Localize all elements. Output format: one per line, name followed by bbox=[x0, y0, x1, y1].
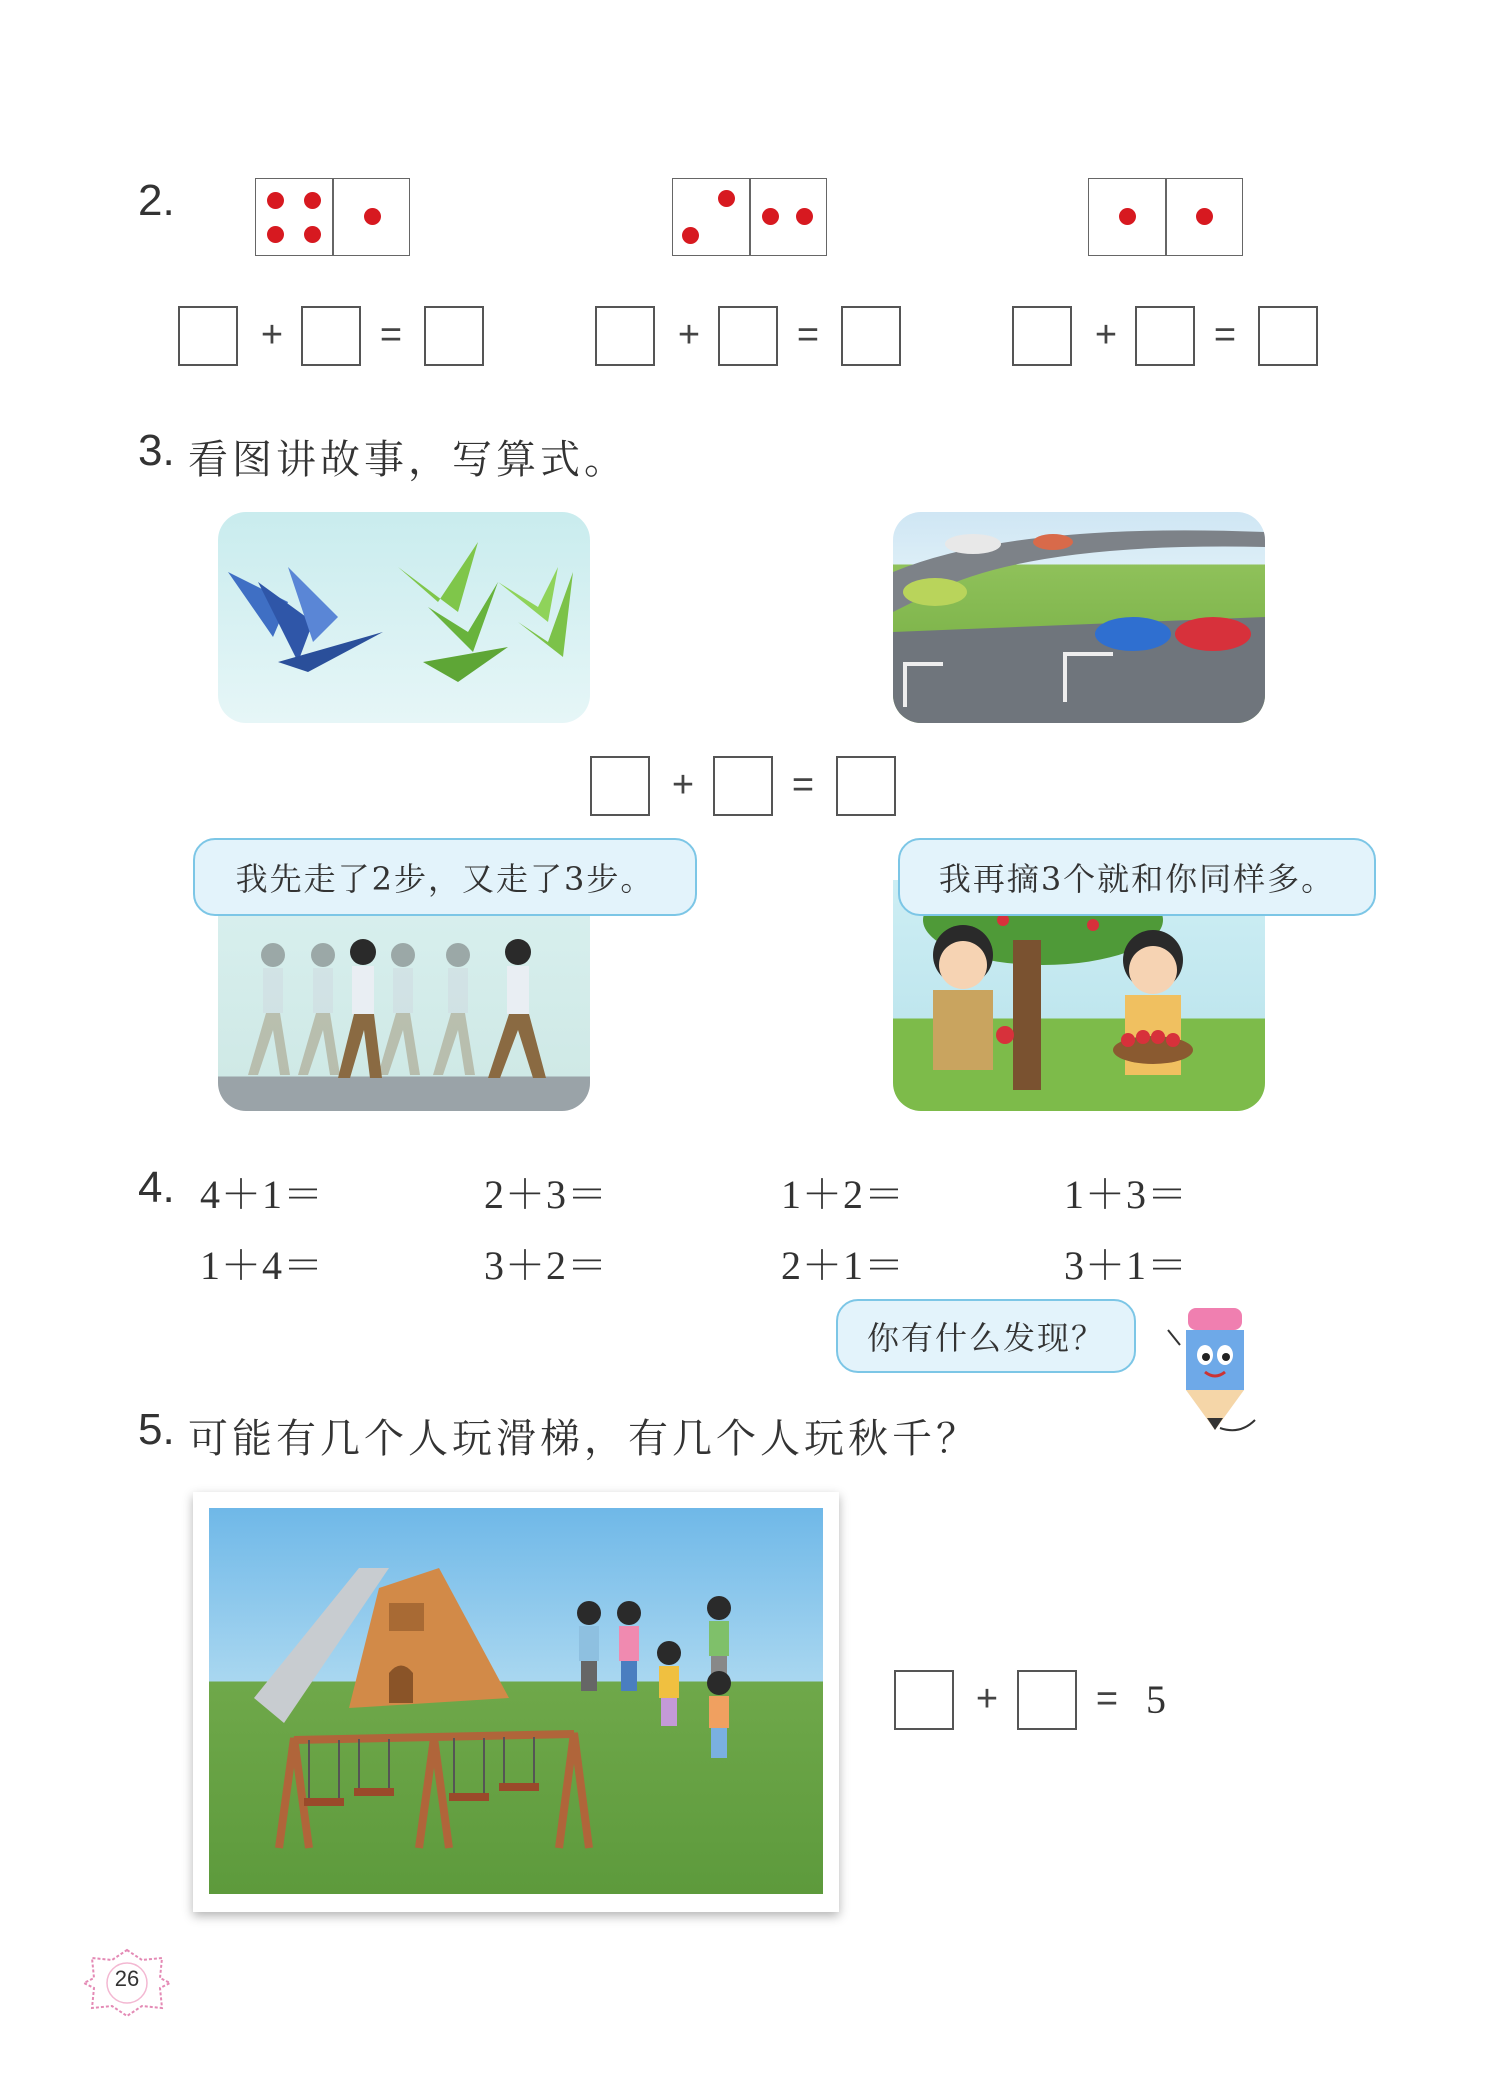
equals-sign: = bbox=[1213, 314, 1237, 356]
equals-sign: = bbox=[379, 314, 403, 356]
dot bbox=[304, 192, 321, 209]
answer-box[interactable] bbox=[894, 1670, 954, 1730]
dot bbox=[762, 208, 779, 225]
question-5-text: 可能有几个人玩滑梯，有几个人玩秋千？ bbox=[188, 1416, 980, 1462]
children-icon bbox=[577, 1596, 731, 1758]
answer-box[interactable] bbox=[836, 756, 896, 816]
plus-sign: + bbox=[677, 314, 701, 356]
dot bbox=[267, 226, 284, 243]
pencil-mascot-icon bbox=[1160, 1300, 1270, 1440]
speech-bubble-apple: 我再摘3个就和你同样多。 bbox=[898, 838, 1376, 916]
equation: 3＋1＝ bbox=[1064, 1243, 1188, 1288]
equation: 2＋3＝ bbox=[484, 1172, 608, 1217]
playground-image bbox=[209, 1508, 823, 1894]
question-2-number: 2. bbox=[138, 176, 175, 225]
answer-box[interactable] bbox=[1258, 306, 1318, 366]
question-3-text: 看图讲故事，写算式。 bbox=[188, 437, 628, 483]
car-icon bbox=[945, 534, 1001, 554]
equation: 1＋4＝ bbox=[200, 1243, 324, 1288]
dot bbox=[718, 190, 735, 207]
equation: 3＋2＝ bbox=[484, 1243, 608, 1288]
blue-crane-icon bbox=[228, 567, 383, 672]
paper-cranes-image bbox=[218, 512, 590, 723]
answer-box[interactable] bbox=[301, 306, 361, 366]
question-5-number: 5. bbox=[138, 1405, 175, 1454]
answer-box[interactable] bbox=[595, 306, 655, 366]
dot bbox=[682, 227, 699, 244]
speech-bubble-discovery: 你有什么发现？ bbox=[836, 1299, 1136, 1373]
dot bbox=[1119, 208, 1136, 225]
dot-card-2-2 bbox=[672, 178, 827, 256]
green-crane-icon bbox=[398, 542, 573, 682]
girl-icon bbox=[1113, 930, 1193, 1075]
plus-sign: + bbox=[260, 314, 284, 356]
equals-sign: = bbox=[796, 314, 820, 356]
dot-card-4-1 bbox=[255, 178, 410, 256]
car-icon bbox=[1095, 617, 1171, 651]
swing-icon bbox=[279, 1733, 589, 1848]
dot bbox=[304, 226, 321, 243]
page-number: 26 bbox=[114, 1966, 140, 1991]
answer-box[interactable] bbox=[1017, 1670, 1077, 1730]
slide-icon bbox=[254, 1568, 509, 1723]
equation: 1＋3＝ bbox=[1064, 1172, 1188, 1217]
car-icon bbox=[1175, 617, 1251, 651]
equation: 1＋2＝ bbox=[781, 1172, 905, 1217]
speech-bubble-walk: 我先走了2步，又走了3步。 bbox=[193, 838, 697, 916]
answer-box[interactable] bbox=[1135, 306, 1195, 366]
dot-card-1-1 bbox=[1088, 178, 1243, 256]
plus-sign: + bbox=[1094, 314, 1118, 356]
question-4-number: 4. bbox=[138, 1163, 175, 1212]
car-icon bbox=[1033, 534, 1073, 550]
equation: 4＋1＝ bbox=[200, 1172, 324, 1217]
answer-box[interactable] bbox=[1012, 306, 1072, 366]
equals-sign: = bbox=[1095, 1678, 1119, 1720]
equals-sign: = bbox=[791, 764, 815, 806]
answer-box[interactable] bbox=[718, 306, 778, 366]
dot bbox=[364, 208, 381, 225]
equation: 2＋1＝ bbox=[781, 1243, 905, 1288]
cars-parking-image bbox=[893, 512, 1265, 723]
answer-box[interactable] bbox=[841, 306, 901, 366]
car-icon bbox=[903, 578, 967, 606]
answer-box[interactable] bbox=[424, 306, 484, 366]
dot bbox=[267, 192, 284, 209]
answer-box[interactable] bbox=[590, 756, 650, 816]
sum-result: 5 bbox=[1146, 1677, 1166, 1722]
answer-box[interactable] bbox=[178, 306, 238, 366]
question-3-number: 3. bbox=[138, 426, 175, 475]
answer-box[interactable] bbox=[713, 756, 773, 816]
plus-sign: + bbox=[671, 764, 695, 806]
playground-image-frame bbox=[193, 1492, 839, 1912]
dot bbox=[796, 208, 813, 225]
plus-sign: + bbox=[975, 1678, 999, 1720]
dot bbox=[1196, 208, 1213, 225]
